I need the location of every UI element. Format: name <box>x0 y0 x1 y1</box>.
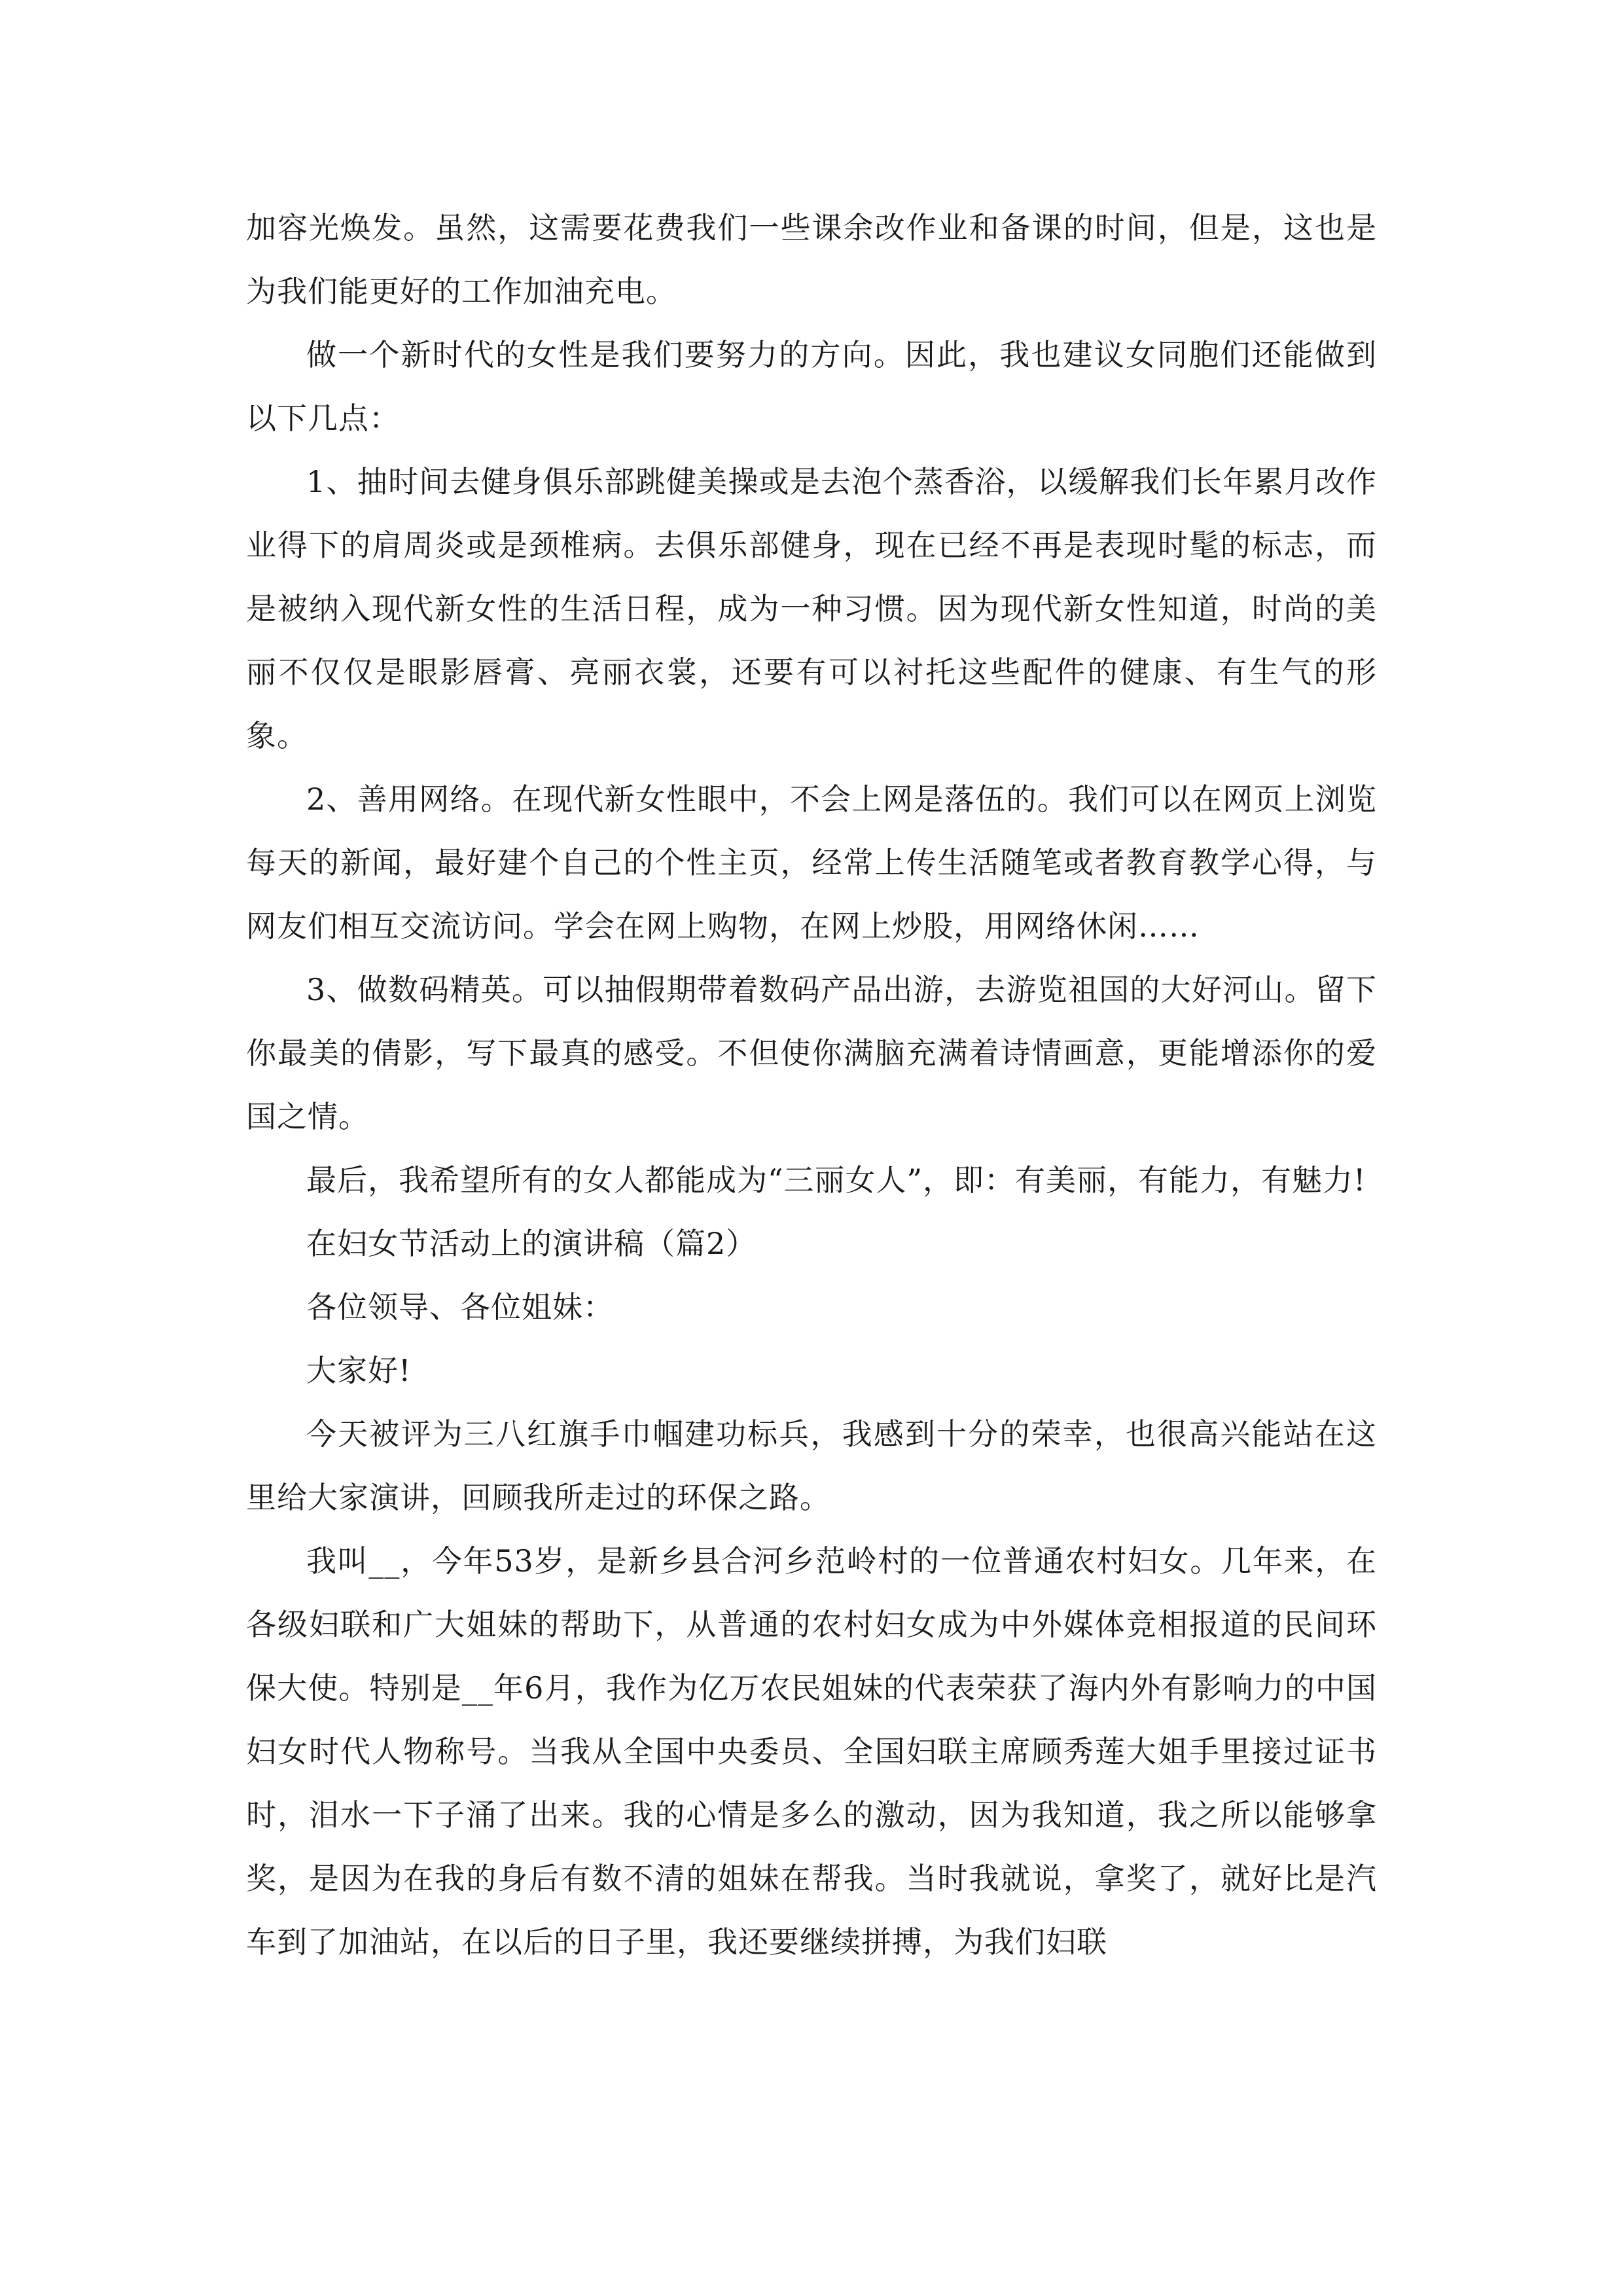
paragraph-new-era-women: 做一个新时代的女性是我们要努力的方向。因此，我也建议女同胞们还能做到以下几点： <box>246 337 1377 436</box>
document-body <box>246 196 1377 1974</box>
paragraph-story: 我叫__，今年53岁，是新乡县合河乡范岭村的一位普通农村妇女。几年来，在各级妇联和广大姐妹的帮助下，从普通的农村妇女成为中外媒体竞相报道的民间环保大使。特别是__年6月，我作为亿万农民姐妹的代表荣获了海内外有影响力的中国妇女时代人物称号。当我从全国中央委员、全国妇联主席顾秀莲大姐手里接过证书时，泪水一下子涌了出来。我的心情是多么的激动，因为我知道，我之所以能够拿奖，是因为在我的身后有数不清的姐妹在帮我。当时我就说，拿奖了，就好比是汽车到了加油站，在以后的日子里，我还要继续拼搏，为我们妇联 <box>246 1543 1377 1960</box>
greeting: 大家好! <box>306 1353 412 1388</box>
paragraph-point-3: 3、做数码精英。可以抽假期带着数码产品出游，去游览祖国的大好河山。留下你最美的倩影，写下最真的感受。不但使你满脑充满着诗情画意，更能增添你的爱国之情。 <box>246 972 1377 1134</box>
paragraph-continuation: 加容光焕发。虽然，这需要花费我们一些课余改作业和备课的时间，但是，这也是为我们能更好的工作加油充电。 <box>246 210 1377 309</box>
salutation: 各位领导、各位姐妹： <box>306 1289 614 1325</box>
paragraph-conclusion: 最后，我希望所有的女人都能成为“三丽女人”，即：有美丽，有能力，有魅力! <box>306 1162 1366 1198</box>
paragraph-point-1: 1、抽时间去健身俱乐部跳健美操或是去泡个蒸香浴，以缓解我们长年累月改作业得下的肩周炎或是颈椎病。去俱乐部健身，现在已经不再是表现时髦的标志，而是被纳入现代新女性的生活日程，成为一种习惯。因为现代新女性知道，时尚的美丽不仅仅是眼影唇膏、亮丽衣裳，还要有可以衬托这些配件的健康、有生气的形象。 <box>246 464 1377 753</box>
paragraph-intro: 今天被评为三八红旗手巾帼建功标兵，我感到十分的荣幸，也很高兴能站在这里给大家演讲，回顾我所走过的环保之路。 <box>246 1416 1377 1515</box>
section-heading: 在妇女节活动上的演讲稿（篇2） <box>306 1226 757 1261</box>
paragraph-point-2: 2、善用网络。在现代新女性眼中，不会上网是落伍的。我们可以在网页上浏览每天的新闻，最好建个自己的个性主页，经常上传生活随笔或者教育教学心得，与网友们相互交流访问。学会在网上购物，在网上炒股，用网络休闲…… <box>246 781 1377 944</box>
